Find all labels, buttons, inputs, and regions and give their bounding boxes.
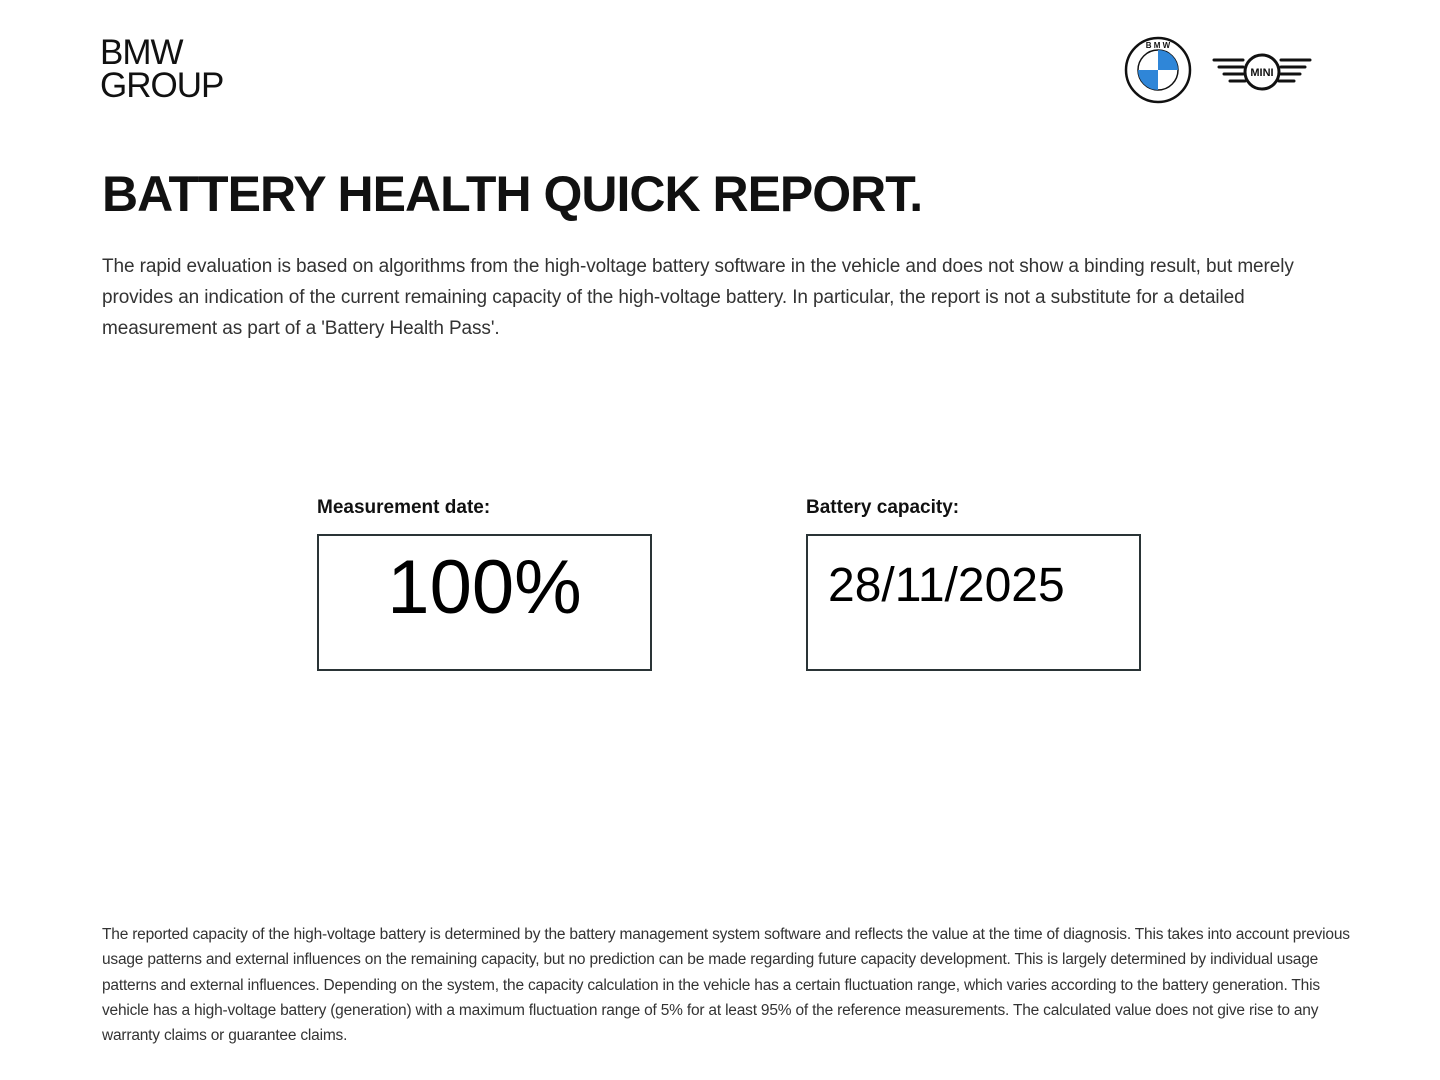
mini-text: MINI — [1250, 67, 1274, 79]
group-logo-line2: GROUP — [100, 66, 224, 105]
battery-capacity-label: Battery capacity: — [806, 497, 960, 518]
measurement-value: 100% — [387, 545, 582, 630]
capacity-value-box — [806, 534, 1141, 671]
bmw-group-logo — [100, 33, 224, 105]
group-logo-line1: BMW — [100, 33, 183, 72]
capacity-value: 28/11/2025 — [828, 559, 1065, 612]
page-title: BATTERY HEALTH QUICK REPORT. — [102, 166, 923, 222]
bmw-roundel-icon — [1124, 36, 1192, 104]
measurement-date-label: Measurement date: — [317, 497, 491, 518]
bmw-roundel-text: B M W — [1145, 41, 1171, 50]
footnote-paragraph: The reported capacity of the high-voltage battery is determined by the battery management system software and reflects the value at the time of diagnosis. This takes into account previous usage patterns and external influences on the remaining capacity, but no prediction can be made regarding future capacity development. This is largely determined by individual usage patterns and external influences. Depending on the system, the capacity calculation in the vehicle has a certain fluctuation range, which varies according to the battery generation. This vehicle has a high-voltage battery (generation) with a maximum fluctuation range of 5% for at least 95% of the reference measurements. The calculated value does not give rise to any warranty claims or guarantee claims. — [102, 926, 1350, 1045]
intro-paragraph: The rapid evaluation is based on algorithms from the high-voltage battery software in the vehicle and does not show a binding result, but merely provides an indication of the current remaining capacity of the high-voltage battery. In particular, the report is not a substitute for a detailed measurement as part of a 'Battery Health Pass'. — [102, 256, 1294, 339]
mini-wings-icon — [1210, 50, 1314, 94]
measurement-value-box — [317, 534, 652, 671]
brand-logos — [1122, 36, 1322, 106]
